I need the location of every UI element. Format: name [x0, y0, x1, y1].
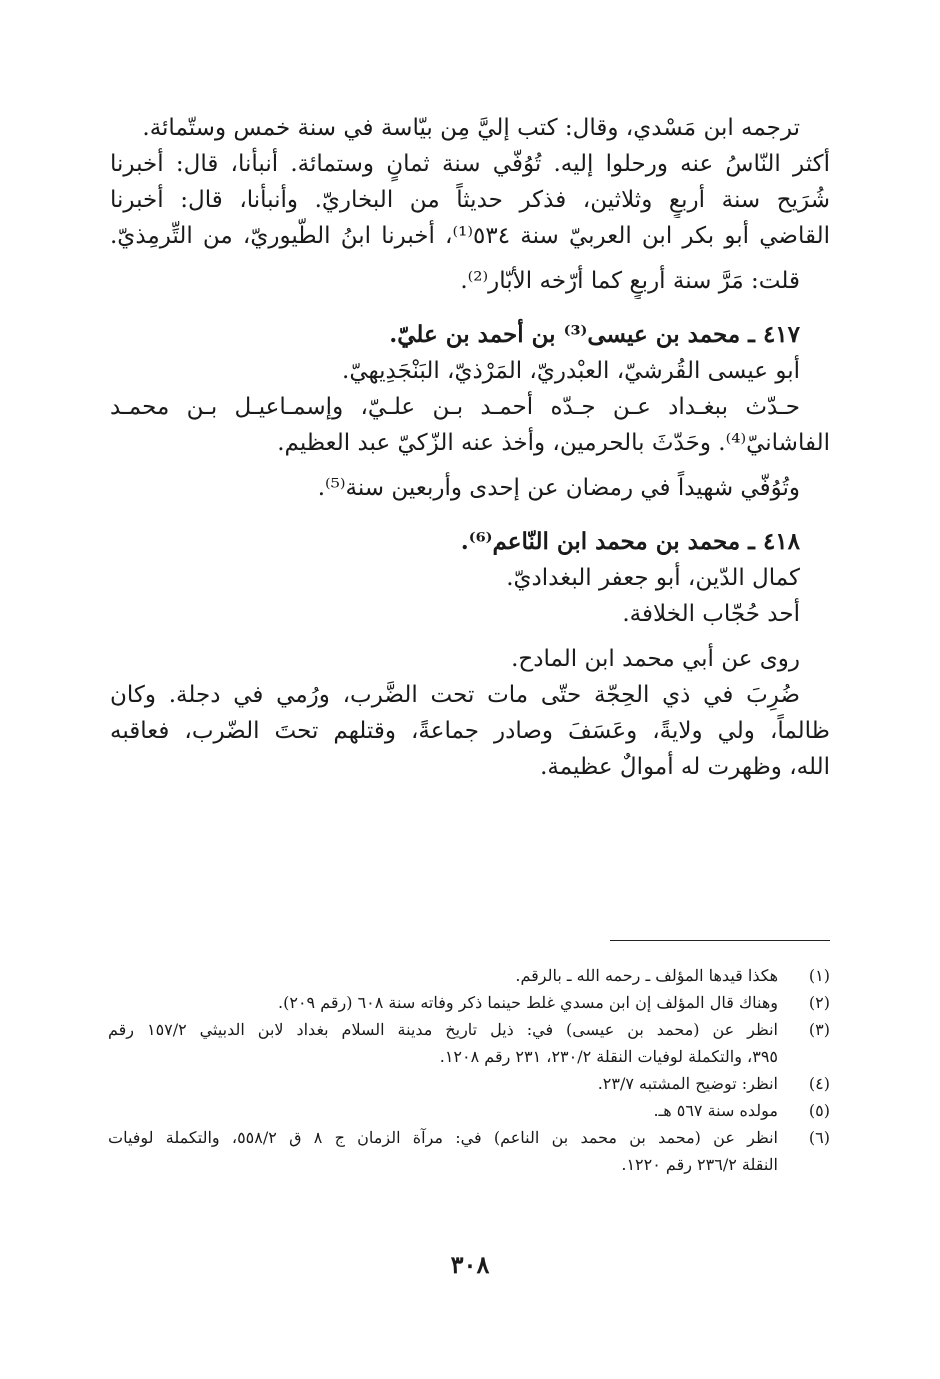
text-line: وتُوُفّي شهيداً في رمضان عن إحدى وأربعين سنة⁽⁵⁾. — [317, 475, 800, 501]
footnote-line: النقلة ٢٣٦/٢ رقم ١٢٢٠. — [621, 1155, 778, 1174]
footnote-line: وهناك قال المؤلف إن ابن مسدي غلط حينما ذكر وفاته سنة ٦٠٨ (رقم ٢٠٩). — [278, 993, 778, 1012]
main-text — [110, 110, 830, 785]
footnote-text — [108, 1070, 778, 1097]
footnote-number: (٣) — [808, 1020, 830, 1039]
text-line: ظالماً، ولي ولايةً، وعَسَفَ وصادر جماعةً، وقتلهم تحتَ الضّرب، فعاقبه — [110, 718, 830, 744]
entry-heading-418: ٤١٨ ـ محمد بن محمد ابن النّاعم⁽⁶⁾. — [460, 528, 800, 555]
footnote-line: ٣٩٥، والتكملة لوفيات النقلة ٢٣٠/٢، ٢٣١ رقم ١٢٠٨. — [439, 1047, 778, 1066]
footnote-text — [108, 962, 778, 989]
footnote-4 — [108, 1070, 830, 1097]
page-number: ٣٠٨ — [450, 1250, 490, 1279]
footnote-number: (٥) — [808, 1101, 830, 1120]
text-line: أبو عيسى القُرشيّ، العبْدريّ، المَرْذيّ، البَنْجَدِيهيّ. — [342, 358, 800, 384]
text-line: قلت: مَرَّ سنة أربعٍ كما أرّخه الأبّار⁽²⁾. — [460, 268, 800, 294]
text-line: حـدّث ببغـداد عـن جـدّه أحمـد بـن علـيّ، وإسمـاعيـل بـن محمـد — [110, 394, 800, 420]
text-line: الله، وظهرت له أموالٌ عظيمة. — [540, 754, 830, 780]
entry-heading-417: ٤١٧ ـ محمد بن عيسى⁽³⁾ بن أحمد بن عليّ. — [389, 321, 800, 348]
footnote-5 — [108, 1097, 830, 1124]
footnote-6 — [108, 1124, 830, 1178]
text-line: أحد حُجّاب الخلافة. — [622, 601, 800, 627]
footnote-1 — [108, 962, 830, 989]
footnote-number: (٢) — [808, 993, 830, 1012]
footnote-line: انظر عن (محمد بن عيسى) في: ذيل تاريخ مدينة السلام بغداد لابن الدبيثي ١٥٧/٢ رقم — [108, 1020, 778, 1039]
text-line: الفاشانيّ⁽⁴⁾. وحَدّثَ بالحرمين، وأخذ عنه الزّكيّ عبد العظيم. — [277, 430, 830, 456]
footnote-line: انظر عن (محمد بن محمد بن الناعم) في: مرآة الزمان ج ٨ ق ٥٥٨/٢، والتكملة لوفيات — [108, 1128, 778, 1147]
footnote-2 — [108, 989, 830, 1016]
text-line: شُرَيح سنة أربعٍ وثلاثين، فذكر حديثاً من البخاريّ. وأنبأنا، قال: أخبرنا — [110, 187, 830, 213]
footnote-number: (٤) — [808, 1074, 830, 1093]
text-line: القاضي أبو بكر ابن العربيّ سنة ٥٣٤⁽¹⁾، أخبرنا ابنُ الطُّيوريّ، من التِّرمِذيّ. — [110, 223, 830, 249]
footnote-number: (١) — [808, 966, 830, 985]
footnote-3 — [108, 1016, 830, 1070]
footnotes — [108, 962, 830, 1178]
footnote-text — [108, 989, 778, 1016]
text-line: روى عن أبي محمد ابن المادح. — [511, 646, 800, 672]
footnote-line: انظر: توضيح المشتبه ٢٣/٧. — [597, 1074, 778, 1093]
footnote-text — [108, 1016, 778, 1070]
footnote-line: هكذا قيدها المؤلف ـ رحمه الله ـ بالرقم. — [515, 966, 778, 985]
footnote-text — [108, 1097, 778, 1124]
text-line: ترجمه ابن مَسْدي، وقال: كتب إليَّ مِن بيّاسة في سنة خمس وستّمائة. — [142, 115, 800, 141]
footnote-text — [108, 1124, 778, 1178]
text-line: كمال الدّين، أبو جعفر البغداديّ. — [506, 565, 800, 591]
text-line: ضُرِبَ في ذي الحِجّة حتّى مات تحت الضَّرب، ورُمي في دجلة. وكان — [110, 682, 800, 708]
footnote-divider — [610, 940, 830, 941]
footnote-number: (٦) — [808, 1128, 830, 1147]
text-line: أكثر النّاسُ عنه ورحلوا إليه. تُوُفّي سنة ثمانٍ وستمائة. أنبأنا، قال: أخبرنا — [110, 151, 830, 177]
footnote-line: مولده سنة ٥٦٧ هـ. — [653, 1101, 778, 1120]
